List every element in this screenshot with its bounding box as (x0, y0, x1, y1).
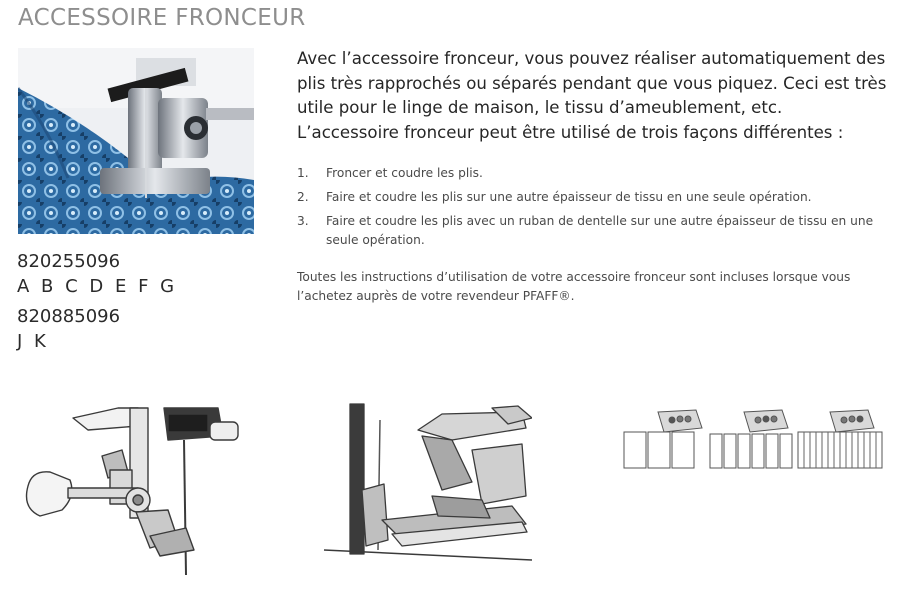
part-number-2: 820885096 (17, 306, 121, 327)
list-item (297, 212, 887, 250)
part-number-1: 820255096 (17, 251, 121, 272)
part-number-1-letters: A B C D E F G (17, 276, 178, 297)
list-item-text: Faire et coudre les plis avec un ruban de dentelle sur une autre épaisseur de tissu en une seule opération. (326, 214, 874, 247)
part-numbers (17, 249, 177, 354)
attachment-illustration (18, 400, 243, 580)
list-item-number: 2. (297, 190, 309, 204)
list-item (297, 188, 887, 207)
list-item-text: Froncer et coudre les plis. (326, 166, 483, 180)
page-title: ACCESSOIRE FRONCEUR (18, 5, 306, 31)
ruffler-photo (18, 48, 254, 234)
list-item (297, 164, 887, 183)
usage-list (297, 164, 887, 255)
list-item-number: 1. (297, 166, 309, 180)
list-item-number: 3. (297, 214, 309, 228)
ruffler-mechanism-illustration (322, 400, 532, 570)
list-item-text: Faire et coudre les plis sur une autre épaisseur de tissu en une seule opération. (326, 190, 812, 204)
pleat-settings-illustration (620, 404, 884, 474)
part-number-2-letters: J K (17, 331, 49, 352)
footnote-paragraph: Toutes les instructions d’utilisation de votre accessoire fronceur sont incluses lorsque vous l’achetez auprès de votre revendeur PFAFF®. (297, 270, 851, 303)
intro-paragraph: Avec l’accessoire fronceur, vous pouvez réaliser automatiquement des plis très rapprochés ou séparés pendant que vous piquez. Ceci est très utile pour le linge de maison, le tissu d’ameublement, etc. L’accessoire fronceur peut être utilisé de trois façons différentes : (297, 49, 887, 142)
